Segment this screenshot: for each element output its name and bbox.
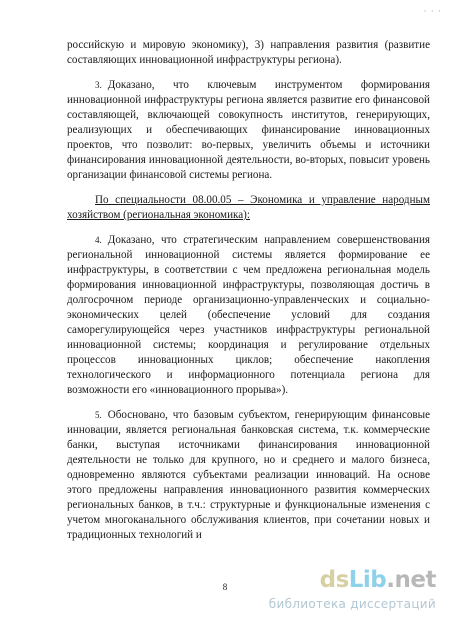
- paragraph-4: [67, 233, 430, 398]
- watermark-subtitle: библиотека диссертаций: [268, 597, 436, 611]
- paragraph-number: 5.: [95, 410, 102, 420]
- document-page: [67, 38, 430, 543]
- specialty-heading: По специальности 08.00.05 – Экономика и управление народным хозяйством (региональная экономика):: [67, 194, 430, 221]
- paragraph-continuation: российскую и мировую экономику), 3) направления развития (развитие составляющих инновационной инфраструктуры региона).: [67, 39, 430, 66]
- paragraph-text: Доказано, что стратегическим направлением совершенствования региональной инновационной системы является формирование ее инфраструктуры, в соответствии с чем предложена региональная модель формирования инновационной инфраструктуры, позволяющая достичь в долгосрочном периоде организационно-управленческих и социально-экономических целей (обеспечение условий для создания саморегулирующейся через участников инфраструктуры региональной инновационной системы; координация и регулирование отдельных процессов инновационных циклов; обеспечение накопления технологического и информационного потенциала региона для возможности его «инновационного прорыва»).: [67, 234, 430, 396]
- corner-mark: · · ·: [423, 6, 442, 16]
- page-number: 8: [222, 582, 228, 592]
- dslib-watermark: [262, 567, 446, 611]
- paragraph-text: Доказано, что ключевым инструментом формирования инновационной инфраструктуры региона является развитие его финансовой составляющей, включающей совокупность институтов, генерирующих, реализующих и обеспечивающих финансирование инновационных проектов, что позволит: во-первых, увеличить объемы и источники финансирования инновационной деятельности, во-вторых, повысит уровень организации финансовой системы региона.: [67, 79, 430, 181]
- paragraph-number: 3.: [95, 80, 102, 90]
- paragraph-number: 4.: [95, 235, 102, 245]
- watermark-logo: dsLib.net: [319, 567, 436, 593]
- paragraph-3: [67, 78, 430, 183]
- paragraph-text: Обосновано, что базовым субъектом, генерирующим финансовые инновации, является региональная банковская система, т.к. коммерческие банки, выступая источниками финансирования инновационной деятельности не только для крупного, но и среднего и малого бизнеса, одновременно являются субъектами реализации инноваций. На основе этого предложены направления инновационного развития коммерческих региональных банков, в т.ч.: структурные и функциональные изменения с учетом многоканального обслуживания клиентов, при сочетании новых и традиционных технологий и: [67, 409, 430, 541]
- paragraph-5: [67, 408, 430, 543]
